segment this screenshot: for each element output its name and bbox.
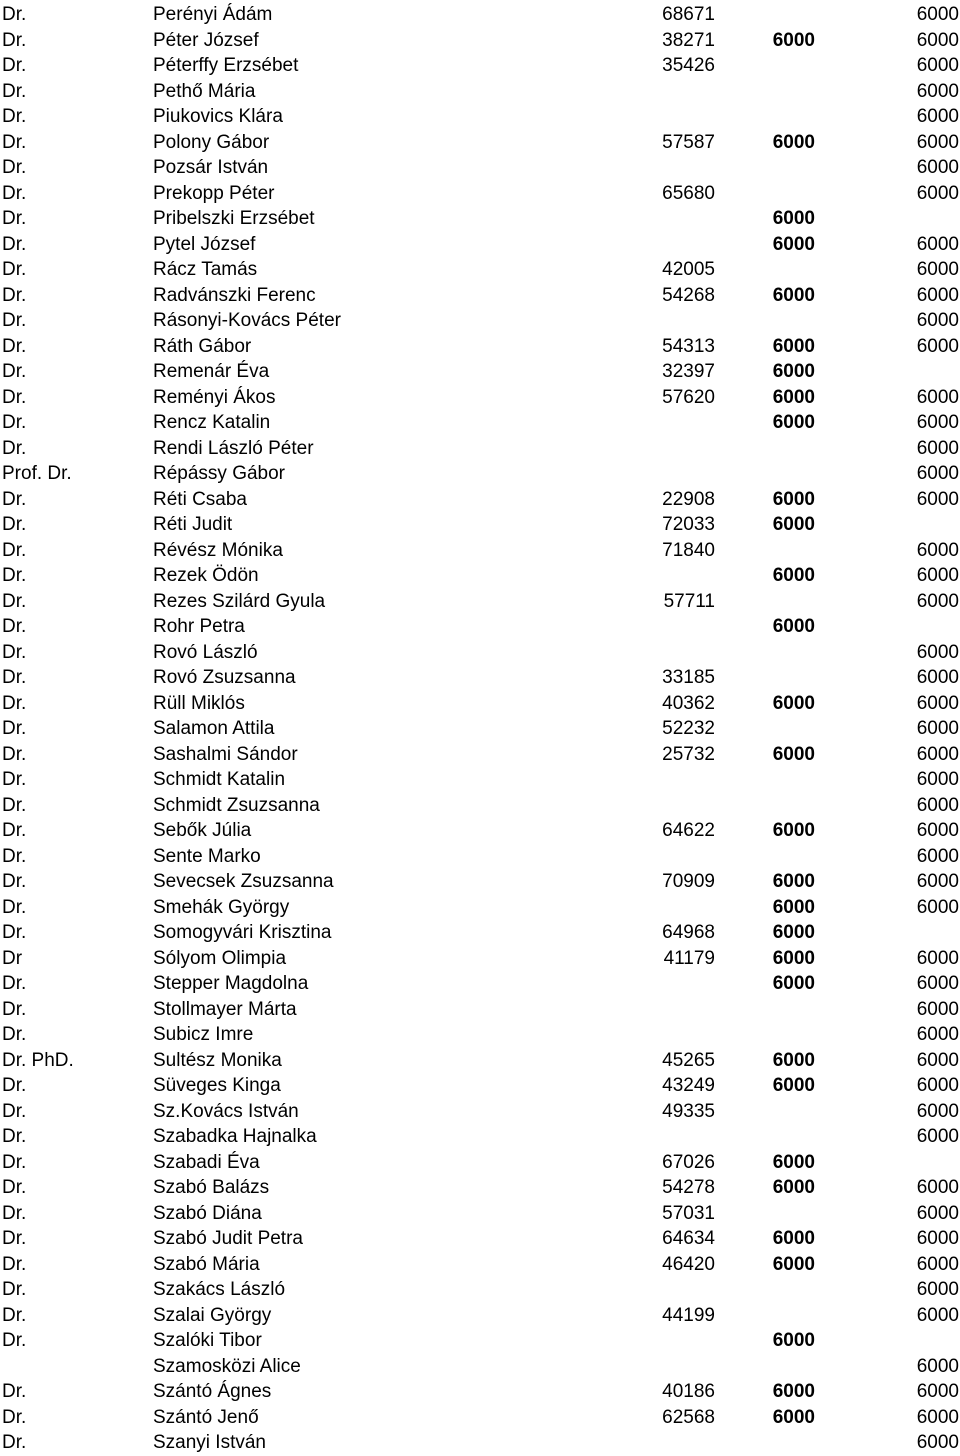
roster-row xyxy=(0,640,960,666)
title-cell: Dr. xyxy=(2,259,27,280)
name-cell: Szalai György xyxy=(153,1304,272,1326)
member-code-cell: 68671 xyxy=(662,4,715,25)
member-code-cell: 71840 xyxy=(662,539,715,561)
name-cell: Sashalmi Sándor xyxy=(153,743,298,765)
name-cell: Szalóki Tibor xyxy=(153,1330,262,1351)
roster-row xyxy=(0,130,960,156)
amount-cell: 6000 xyxy=(916,1049,959,1071)
title-cell: Dr. xyxy=(2,590,27,612)
roster-row xyxy=(0,818,960,844)
amount-cell: 6000 xyxy=(916,641,959,663)
title-cell: Dr. xyxy=(2,922,27,943)
roster-row xyxy=(0,844,960,870)
name-cell: Rezes Szilárd Gyula xyxy=(153,590,326,612)
title-cell: Dr. xyxy=(2,820,27,841)
roster-row xyxy=(0,1303,960,1329)
amount-cell: 6000 xyxy=(916,565,959,586)
amount-cell: 6000 xyxy=(916,947,959,969)
title-cell: Dr. xyxy=(2,1406,27,1428)
name-cell: Péterffy Erzsébet xyxy=(153,55,299,76)
roster-row xyxy=(0,1048,960,1074)
bold-amount-cell: 6000 xyxy=(772,412,815,433)
roster-row xyxy=(0,1201,960,1227)
name-cell: Réti Csaba xyxy=(153,488,247,510)
title-cell: Dr. xyxy=(2,1075,27,1096)
member-code-cell: 67026 xyxy=(662,1151,715,1173)
bold-amount-cell: 6000 xyxy=(772,386,815,408)
roster-row xyxy=(0,334,960,360)
name-cell: Rezek Ödön xyxy=(153,565,259,586)
amount-cell: 6000 xyxy=(916,488,959,510)
name-cell: Sevecsek Zsuzsanna xyxy=(153,871,334,892)
roster-row xyxy=(0,895,960,921)
title-cell: Dr. xyxy=(2,1100,27,1122)
roster-row xyxy=(0,104,960,130)
amount-cell: 6000 xyxy=(916,412,959,433)
name-cell: Süveges Kinga xyxy=(153,1075,281,1096)
amount-cell: 6000 xyxy=(916,233,959,255)
name-cell: Rásonyi-Kovács Péter xyxy=(153,310,341,331)
name-cell: Rüll Miklós xyxy=(153,692,245,714)
bold-amount-cell: 6000 xyxy=(772,29,815,51)
name-cell: Réti Judit xyxy=(153,514,233,535)
roster-row xyxy=(0,1124,960,1150)
bold-amount-cell: 6000 xyxy=(772,947,815,969)
member-code-cell: 33185 xyxy=(662,667,715,688)
amount-cell: 6000 xyxy=(916,973,959,994)
member-code-cell: 52232 xyxy=(662,718,715,739)
member-roster xyxy=(0,2,960,1456)
name-cell: Schmidt Katalin xyxy=(153,769,286,790)
name-cell: Rendi László Péter xyxy=(153,437,314,459)
roster-row xyxy=(0,997,960,1023)
member-code-cell: 64622 xyxy=(662,820,715,841)
bold-amount-cell: 6000 xyxy=(772,1228,815,1249)
amount-cell: 6000 xyxy=(916,131,959,153)
name-cell: Péter József xyxy=(153,29,259,51)
roster-row xyxy=(0,28,960,54)
name-cell: Szabadi Éva xyxy=(153,1151,260,1173)
name-cell: Sente Marko xyxy=(153,845,261,867)
title-cell: Dr. xyxy=(2,182,27,204)
name-cell: Szabó Diána xyxy=(153,1202,262,1224)
member-code-cell: 64634 xyxy=(662,1228,715,1249)
title-cell: Dr. xyxy=(2,1228,27,1249)
name-cell: Pytel József xyxy=(153,233,256,255)
amount-cell: 6000 xyxy=(916,463,959,484)
member-code-cell: 54313 xyxy=(662,335,715,357)
name-cell: Polony Gábor xyxy=(153,131,270,153)
title-cell: Dr. xyxy=(2,667,27,688)
name-cell: Szántó Jenő xyxy=(153,1406,259,1428)
roster-row xyxy=(0,53,960,79)
roster-row xyxy=(0,155,960,181)
roster-row xyxy=(0,665,960,691)
roster-row xyxy=(0,869,960,895)
member-code-cell: 62568 xyxy=(662,1406,715,1428)
roster-row xyxy=(0,742,960,768)
amount-cell: 6000 xyxy=(916,896,959,918)
amount-cell: 6000 xyxy=(916,718,959,739)
amount-cell: 6000 xyxy=(916,743,959,765)
amount-cell: 6000 xyxy=(916,1355,959,1377)
bold-amount-cell: 6000 xyxy=(772,565,815,586)
amount-cell: 6000 xyxy=(916,845,959,867)
member-code-cell: 57587 xyxy=(662,131,715,153)
name-cell: Somogyvári Krisztina xyxy=(153,922,332,943)
amount-cell: 6000 xyxy=(916,1075,959,1096)
roster-row xyxy=(0,1226,960,1252)
roster-row xyxy=(0,716,960,742)
title-cell: Dr. xyxy=(2,29,27,51)
title-cell: Dr. xyxy=(2,641,27,663)
roster-row xyxy=(0,436,960,462)
roster-row xyxy=(0,410,960,436)
amount-cell: 6000 xyxy=(916,1228,959,1249)
title-cell: Dr. xyxy=(2,1304,27,1326)
roster-row xyxy=(0,1099,960,1125)
title-cell: Dr. xyxy=(2,565,27,586)
title-cell: Dr. xyxy=(2,310,27,331)
title-cell: Dr. xyxy=(2,514,27,535)
roster-row xyxy=(0,359,960,385)
title-cell: Dr. xyxy=(2,769,27,790)
amount-cell: 6000 xyxy=(916,80,959,102)
roster-row xyxy=(0,1328,960,1354)
title-cell: Dr. xyxy=(2,335,27,357)
name-cell: Szabó Mária xyxy=(153,1253,260,1275)
member-code-cell: 72033 xyxy=(662,514,715,535)
amount-cell: 6000 xyxy=(916,1381,959,1402)
title-cell: Dr. xyxy=(2,539,27,561)
name-cell: Szabó Judit Petra xyxy=(153,1228,303,1249)
title-cell: Dr. xyxy=(2,233,27,255)
bold-amount-cell: 6000 xyxy=(772,973,815,994)
title-cell: Dr. xyxy=(2,1024,27,1045)
title-cell: Dr. xyxy=(2,1126,27,1147)
name-cell: Szántó Ágnes xyxy=(153,1381,272,1402)
name-cell: Sebők Júlia xyxy=(153,820,252,841)
amount-cell: 6000 xyxy=(916,794,959,816)
amount-cell: 6000 xyxy=(916,386,959,408)
member-code-cell: 40362 xyxy=(662,692,715,714)
bold-amount-cell: 6000 xyxy=(772,1151,815,1173)
title-cell: Dr xyxy=(2,947,23,969)
member-code-cell: 44199 xyxy=(662,1304,715,1326)
member-code-cell: 42005 xyxy=(662,259,715,280)
roster-row xyxy=(0,793,960,819)
title-cell: Dr. xyxy=(2,1202,27,1224)
name-cell: Pribelszki Erzsébet xyxy=(153,208,315,229)
title-cell: Dr. xyxy=(2,412,27,433)
name-cell: Pethő Mária xyxy=(153,80,256,102)
title-cell: Dr. xyxy=(2,55,27,76)
bold-amount-cell: 6000 xyxy=(772,820,815,841)
name-cell: Rohr Petra xyxy=(153,616,245,637)
amount-cell: 6000 xyxy=(916,310,959,331)
roster-row xyxy=(0,1354,960,1380)
title-cell: Dr. xyxy=(2,80,27,102)
title-cell: Dr. xyxy=(2,896,27,918)
bold-amount-cell: 6000 xyxy=(772,284,815,306)
roster-row xyxy=(0,1252,960,1278)
roster-row xyxy=(0,767,960,793)
roster-row xyxy=(0,1430,960,1456)
member-code-cell: 57711 xyxy=(663,590,715,612)
roster-row xyxy=(0,946,960,972)
member-code-cell: 38271 xyxy=(662,29,715,51)
roster-row xyxy=(0,487,960,513)
name-cell: Pozsár István xyxy=(153,157,269,178)
roster-row xyxy=(0,589,960,615)
bold-amount-cell: 6000 xyxy=(772,896,815,918)
bold-amount-cell: 6000 xyxy=(772,488,815,510)
name-cell: Subicz Imre xyxy=(153,1024,254,1045)
roster-row xyxy=(0,283,960,309)
amount-cell: 6000 xyxy=(916,1126,959,1147)
title-cell: Dr. xyxy=(2,743,27,765)
name-cell: Smehák György xyxy=(153,896,290,918)
title-cell: Dr. xyxy=(2,437,27,459)
member-code-cell: 54278 xyxy=(662,1177,715,1198)
title-cell: Dr. xyxy=(2,1253,27,1275)
roster-row xyxy=(0,385,960,411)
roster-row xyxy=(0,1073,960,1099)
name-cell: Szanyi István xyxy=(153,1432,266,1453)
title-cell: Dr. xyxy=(2,1330,27,1351)
member-code-cell: 43249 xyxy=(662,1075,715,1096)
member-code-cell: 22908 xyxy=(662,488,715,510)
title-cell: Prof. Dr. xyxy=(2,463,72,484)
amount-cell: 6000 xyxy=(916,437,959,459)
bold-amount-cell: 6000 xyxy=(772,1330,815,1351)
bold-amount-cell: 6000 xyxy=(772,1406,815,1428)
roster-row xyxy=(0,206,960,232)
bold-amount-cell: 6000 xyxy=(772,208,815,229)
name-cell: Rovó Zsuzsanna xyxy=(153,667,296,688)
title-cell: Dr. xyxy=(2,1279,27,1300)
title-cell: Dr. xyxy=(2,973,27,994)
bold-amount-cell: 6000 xyxy=(772,922,815,943)
roster-row xyxy=(0,563,960,589)
bold-amount-cell: 6000 xyxy=(772,1075,815,1096)
title-cell: Dr. xyxy=(2,1381,27,1402)
roster-row xyxy=(0,1150,960,1176)
amount-cell: 6000 xyxy=(916,769,959,790)
roster-row xyxy=(0,1022,960,1048)
title-cell: Dr. xyxy=(2,1151,27,1173)
name-cell: Révész Mónika xyxy=(153,539,283,561)
title-cell: Dr. xyxy=(2,386,27,408)
title-cell: Dr. xyxy=(2,4,27,25)
name-cell: Stepper Magdolna xyxy=(153,973,309,994)
amount-cell: 6000 xyxy=(916,335,959,357)
member-code-cell: 32397 xyxy=(662,361,715,382)
title-cell: Dr. xyxy=(2,845,27,867)
amount-cell: 6000 xyxy=(916,590,959,612)
amount-cell: 6000 xyxy=(916,539,959,561)
member-code-cell: 46420 xyxy=(662,1253,715,1275)
amount-cell: 6000 xyxy=(916,1279,959,1300)
roster-row xyxy=(0,538,960,564)
roster-row xyxy=(0,461,960,487)
roster-row xyxy=(0,512,960,538)
title-cell: Dr. xyxy=(2,794,27,816)
roster-row xyxy=(0,920,960,946)
roster-row xyxy=(0,232,960,258)
roster-row xyxy=(0,257,960,283)
title-cell: Dr. xyxy=(2,284,27,306)
name-cell: Répássy Gábor xyxy=(153,463,286,484)
amount-cell: 6000 xyxy=(916,4,959,25)
roster-row xyxy=(0,308,960,334)
title-cell: Dr. xyxy=(2,718,27,739)
title-cell: Dr. xyxy=(2,208,27,229)
amount-cell: 6000 xyxy=(916,182,959,204)
amount-cell: 6000 xyxy=(916,1406,959,1428)
name-cell: Schmidt Zsuzsanna xyxy=(153,794,320,816)
amount-cell: 6000 xyxy=(916,871,959,892)
amount-cell: 6000 xyxy=(916,284,959,306)
roster-row xyxy=(0,971,960,997)
member-code-cell: 35426 xyxy=(662,55,715,76)
name-cell: Rácz Tamás xyxy=(153,259,258,280)
name-cell: Remenár Éva xyxy=(153,361,270,382)
roster-row xyxy=(0,1277,960,1303)
bold-amount-cell: 6000 xyxy=(772,233,815,255)
bold-amount-cell: 6000 xyxy=(772,871,815,892)
name-cell: Szabó Balázs xyxy=(153,1177,270,1198)
name-cell: Prekopp Péter xyxy=(153,182,275,204)
title-cell: Dr. xyxy=(2,106,27,127)
member-code-cell: 45265 xyxy=(662,1049,715,1071)
bold-amount-cell: 6000 xyxy=(772,743,815,765)
name-cell: Szabadka Hajnalka xyxy=(153,1126,317,1147)
title-cell: Dr. xyxy=(2,1177,27,1198)
roster-row xyxy=(0,2,960,28)
title-cell: Dr. PhD. xyxy=(2,1049,74,1071)
member-code-cell: 49335 xyxy=(662,1100,715,1122)
roster-row xyxy=(0,1405,960,1431)
bold-amount-cell: 6000 xyxy=(772,616,815,637)
member-code-cell: 57620 xyxy=(662,386,715,408)
amount-cell: 6000 xyxy=(916,29,959,51)
member-code-cell: 57031 xyxy=(662,1202,715,1224)
title-cell: Dr. xyxy=(2,616,27,637)
title-cell: Dr. xyxy=(2,998,27,1020)
name-cell: Salamon Attila xyxy=(153,718,275,739)
roster-row xyxy=(0,79,960,105)
bold-amount-cell: 6000 xyxy=(772,1381,815,1402)
name-cell: Radvánszki Ferenc xyxy=(153,284,316,306)
title-cell: Dr. xyxy=(2,692,27,714)
title-cell: Dr. xyxy=(2,1432,27,1453)
amount-cell: 6000 xyxy=(916,1253,959,1275)
name-cell: Reményi Ákos xyxy=(153,386,276,408)
amount-cell: 6000 xyxy=(916,998,959,1020)
title-cell: Dr. xyxy=(2,488,27,510)
name-cell: Szamosközi Alice xyxy=(153,1355,301,1377)
name-cell: Sz.Kovács István xyxy=(153,1100,299,1122)
amount-cell: 6000 xyxy=(916,1024,959,1045)
member-code-cell: 25732 xyxy=(662,743,715,765)
bold-amount-cell: 6000 xyxy=(772,1177,815,1198)
amount-cell: 6000 xyxy=(916,1432,959,1453)
title-cell: Dr. xyxy=(2,361,27,382)
amount-cell: 6000 xyxy=(916,1304,959,1326)
bold-amount-cell: 6000 xyxy=(772,692,815,714)
amount-cell: 6000 xyxy=(916,667,959,688)
title-cell: Dr. xyxy=(2,157,27,178)
name-cell: Piukovics Klára xyxy=(153,106,283,127)
amount-cell: 6000 xyxy=(916,692,959,714)
member-code-cell: 65680 xyxy=(662,182,715,204)
amount-cell: 6000 xyxy=(916,1177,959,1198)
amount-cell: 6000 xyxy=(916,106,959,127)
name-cell: Rovó László xyxy=(153,641,258,663)
roster-row xyxy=(0,614,960,640)
name-cell: Stollmayer Márta xyxy=(153,998,297,1020)
bold-amount-cell: 6000 xyxy=(772,361,815,382)
roster-row xyxy=(0,181,960,207)
amount-cell: 6000 xyxy=(916,1100,959,1122)
amount-cell: 6000 xyxy=(916,1202,959,1224)
name-cell: Ráth Gábor xyxy=(153,335,252,357)
member-code-cell: 40186 xyxy=(662,1381,715,1402)
member-code-cell: 41179 xyxy=(663,947,715,969)
name-cell: Szakács László xyxy=(153,1279,286,1300)
bold-amount-cell: 6000 xyxy=(772,1253,815,1275)
title-cell: Dr. xyxy=(2,131,27,153)
amount-cell: 6000 xyxy=(916,55,959,76)
name-cell: Sultész Monika xyxy=(153,1049,282,1071)
amount-cell: 6000 xyxy=(916,259,959,280)
amount-cell: 6000 xyxy=(916,820,959,841)
name-cell: Perényi Ádám xyxy=(153,4,273,25)
member-code-cell: 70909 xyxy=(662,871,715,892)
bold-amount-cell: 6000 xyxy=(772,514,815,535)
name-cell: Sólyom Olimpia xyxy=(153,947,287,969)
title-cell: Dr. xyxy=(2,871,27,892)
bold-amount-cell: 6000 xyxy=(772,131,815,153)
name-cell: Rencz Katalin xyxy=(153,412,271,433)
bold-amount-cell: 6000 xyxy=(772,335,815,357)
member-code-cell: 54268 xyxy=(662,284,715,306)
roster-row xyxy=(0,1175,960,1201)
member-code-cell: 64968 xyxy=(662,922,715,943)
roster-row xyxy=(0,1379,960,1405)
roster-row xyxy=(0,691,960,717)
bold-amount-cell: 6000 xyxy=(772,1049,815,1071)
amount-cell: 6000 xyxy=(916,157,959,178)
